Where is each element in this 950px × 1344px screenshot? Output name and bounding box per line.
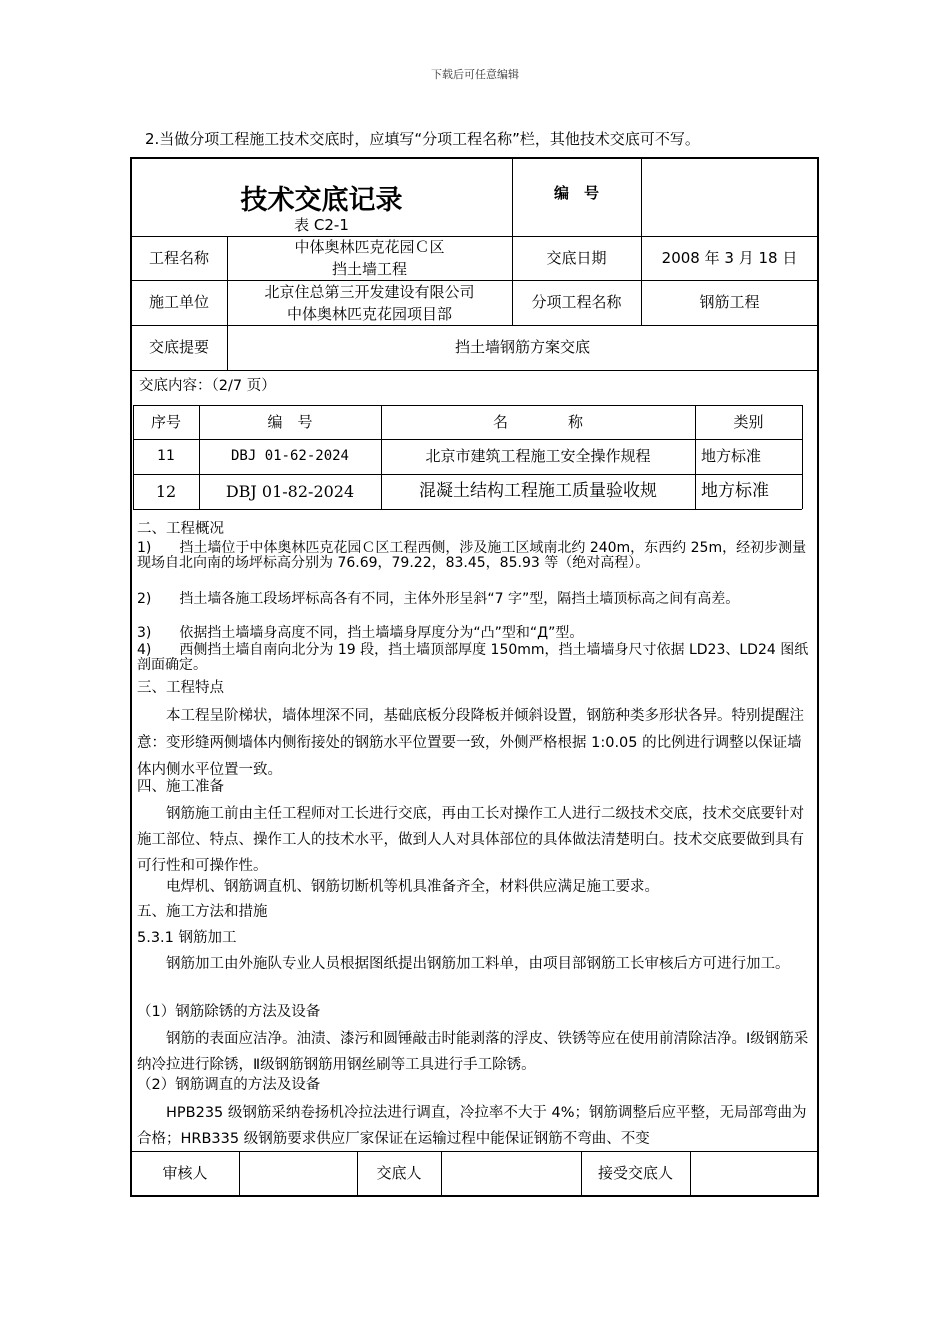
divider [133,509,802,510]
project-name-line1: 中体奥林匹克花园Ｃ区 [294,238,445,256]
instruction-note: 2.当做分项工程施工技术交底时，应填写“分项工程名称”栏，其他技术交底可不写。 [145,130,700,148]
summary-value: 挡土墙钢筋方案交底 [454,338,590,356]
number-value[interactable] [641,158,818,236]
divider [802,405,803,509]
subsection-title: （2）钢筋调直的方法及设备 [137,1077,321,1093]
subsection-title: （1）钢筋除锈的方法及设备 [137,1004,321,1020]
std-row-code: DBJ 01-62-2024 [230,448,349,464]
overview-item-3: 3) 依据挡土墙墙身高度不同，挡土墙墙身厚度分为“凸”型和“Д”型。 [137,625,584,641]
content-label: 交底内容：（2/7 页） [139,378,276,394]
date-value: 2008 年 3 月 18 日 [661,248,798,267]
std-row-seq: 12 [155,482,177,501]
summary-label: 交底提要 [148,338,209,356]
features-paragraph: 本工程呈阶梯状，墙体埋深不同，基础底板分段降板并倾斜设置，钢筋种类多形状各异。特别提醒注意：变形缝两侧墙体内侧衔接处的钢筋水平位置要一致，外侧严格根据 1:0.05 的比例进行调整以保证墙体内侧水平位置一致。 [137,708,804,778]
receiver-value[interactable] [690,1151,818,1196]
section-title: 五、施工方法和措施 [137,904,268,920]
form-title: 技术交底记录 [240,184,403,216]
overview-item-4: 4) 西侧挡土墙自南向北分为 19 段，挡土墙顶部厚度 150mm，挡土墙墙身尺寸依据 LD23、LD24 图纸剖面确定。 [137,642,809,673]
date-label: 交底日期 [546,248,607,267]
prep-paragraph-2: 电焊机、钢筋调直机、钢筋切断机等机具准备齐全，材料供应满足施工要求。 [166,879,659,895]
std-row-type: 地方标准 [701,481,769,501]
section-title: 四、施工准备 [137,779,224,795]
method-paragraph-1: 钢筋加工由外施队专业人员根据图纸提出钢筋加工料单，由项目部钢筋工长审核后方可进行加工。 [166,956,790,972]
section-title: 二、工程概况 [137,521,224,537]
discloser-value[interactable] [441,1151,581,1196]
std-header-type: 类别 [733,412,764,431]
project-name-label: 工程名称 [148,248,209,267]
divider [131,370,819,371]
method-paragraph-3: HPB235 级钢筋采纳卷扬机冷拉法进行调直，冷拉率不大于 4%；钢筋调整后应平整，无局部弯曲为合格；HRB335 级钢筋要求供应厂家保证在运输过程中能保证钢筋不弯曲、不变 [137,1105,807,1147]
subsection-title: 5.3.1 钢筋加工 [137,930,237,946]
receiver-label: 接受交底人 [597,1164,673,1182]
page-header: 下载后可任意编辑 [431,68,519,81]
unit-line1: 北京住总第三开发建设有限公司 [264,283,475,301]
table-number: 表 C2-1 [294,215,349,234]
number-label: 编 号 [553,183,599,202]
std-row-type: 地方标准 [701,447,762,465]
reviewer-label: 审核人 [162,1164,208,1182]
std-row-code: DBJ 01-82-2024 [225,482,355,501]
subproject-value: 钢筋工程 [699,293,760,311]
std-row-seq: 11 [157,448,175,464]
unit-line2: 中体奥林匹克花园项目部 [286,305,452,323]
prep-paragraph-1: 钢筋施工前由主任工程师对工长进行交底，再由工长对操作工人进行二级技术交底，技术交底要针对施工部位、特点、操作工人的技术水平，做到人人对具体部位的具体做法清楚明白。技术交底要做到具有可行性和可操作性。 [137,806,804,874]
unit-label: 施工单位 [148,293,209,311]
method-paragraph-2: 钢筋的表面应洁净。油渍、漆污和圆锤敲击时能剥落的浮皮、铁锈等应在使用前清除洁净。Ⅰ级钢筋采纳冷拉进行除锈，Ⅱ级钢筋钢筋用钢丝刷等工具进行手工除锈。 [137,1031,809,1073]
discloser-label: 交底人 [376,1164,422,1182]
std-row-name: 北京市建筑工程施工安全操作规程 [425,447,651,465]
std-header-code: 编 号 [267,412,313,431]
subproject-label: 分项工程名称 [531,293,622,311]
section-title: 三、工程特点 [137,680,224,696]
std-header-seq: 序号 [150,412,181,431]
project-name-line2: 挡土墙工程 [331,260,407,278]
overview-item-1: 1) 挡土墙位于中体奥林匹克花园Ｃ区工程西侧，涉及施工区域南北约 240m，东西约 25m，经初步测量现场自北向南的场坪标高分别为 76.69，79.22，83.45，85.93 等（绝对高程）。 [137,540,807,571]
std-header-name: 名 称 [492,412,583,431]
overview-item-2: 2) 挡土墙各施工段场坪标高各有不同，主体外形呈斜“7 字”型，隔挡土墙顶标高之间有高差。 [137,591,740,607]
reviewer-value[interactable] [239,1151,357,1196]
std-row-name: 混凝土结构工程施工质量验收规 [419,481,657,501]
